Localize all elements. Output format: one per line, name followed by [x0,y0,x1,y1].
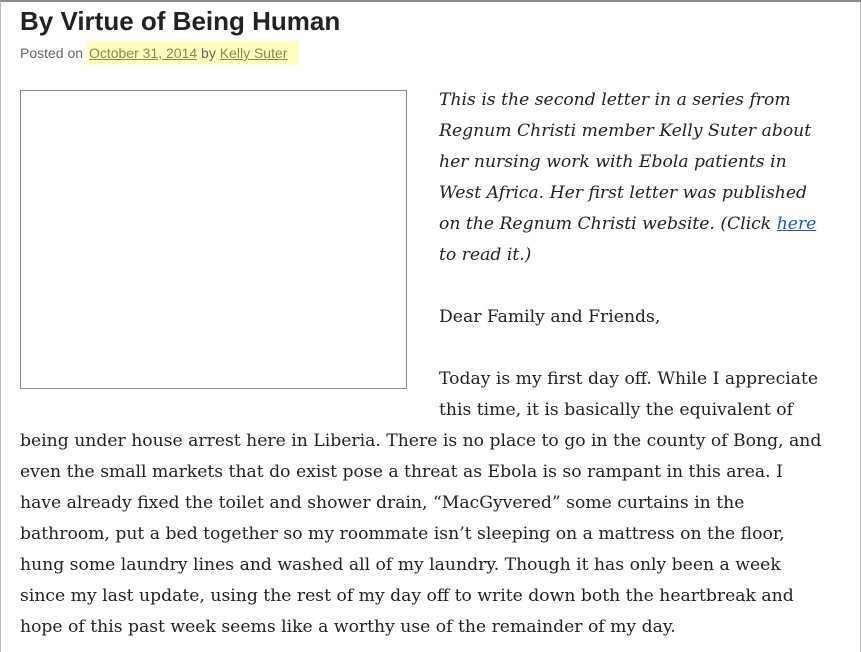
intro-line: West Africa. Her first letter was published [439,183,808,203]
paragraph-line: bathroom, put a bed together so my roommate isn’t sleeping on a mattress on the floor, [20,524,785,544]
paragraph-line: being under house arrest here in Liberia. There is no place to go in the county of Bong, and [20,431,822,451]
intro-line: Regnum Christi member Kelly Suter about [439,121,812,141]
intro-line: on the Regnum Christi website. (Click [439,214,777,234]
paragraph-line: even the small markets that do exist pose a threat as Ebola is so rampant in this area. I [20,462,783,482]
post-title: By Virtue of Being Human [20,6,341,36]
paragraph-line: since my last update, using the rest of my day off to write down both the heartbreak and [20,586,794,606]
intro-line: to read it.) [439,245,532,265]
paragraph-full-width [20,426,821,643]
posted-on-label: Posted on [20,45,84,61]
paragraph-beside-image [439,364,818,426]
post-meta [20,41,299,65]
intro-line: This is the second letter in a series from [439,90,791,110]
paragraph-line: hung some laundry lines and washed all of my laundry. Though it has only been a week [20,555,781,575]
post-date-link[interactable]: October 31, 2014 [88,45,198,61]
paragraph-line: Today is my first day off. While I appreciate [439,369,819,389]
by-label: by [201,45,216,61]
post-meta-highlight [87,41,299,65]
here-link[interactable]: here [776,214,817,234]
featured-image-placeholder [20,90,407,389]
paragraph-line: have already fixed the toilet and shower drain, “MacGyvered” some curtains in the [20,493,745,513]
paragraph-line: this time, it is basically the equivalent of [439,400,793,420]
intro-line-with-link [439,209,816,240]
author-link[interactable]: Kelly Suter [219,45,288,61]
letter-greeting: Dear Family and Friends, [439,307,661,327]
paragraph-line: hope of this past week seems like a worthy use of the remainder of my day. [20,617,676,637]
intro-line: her nursing work with Ebola patients in [439,152,787,172]
intro-note [439,85,816,271]
